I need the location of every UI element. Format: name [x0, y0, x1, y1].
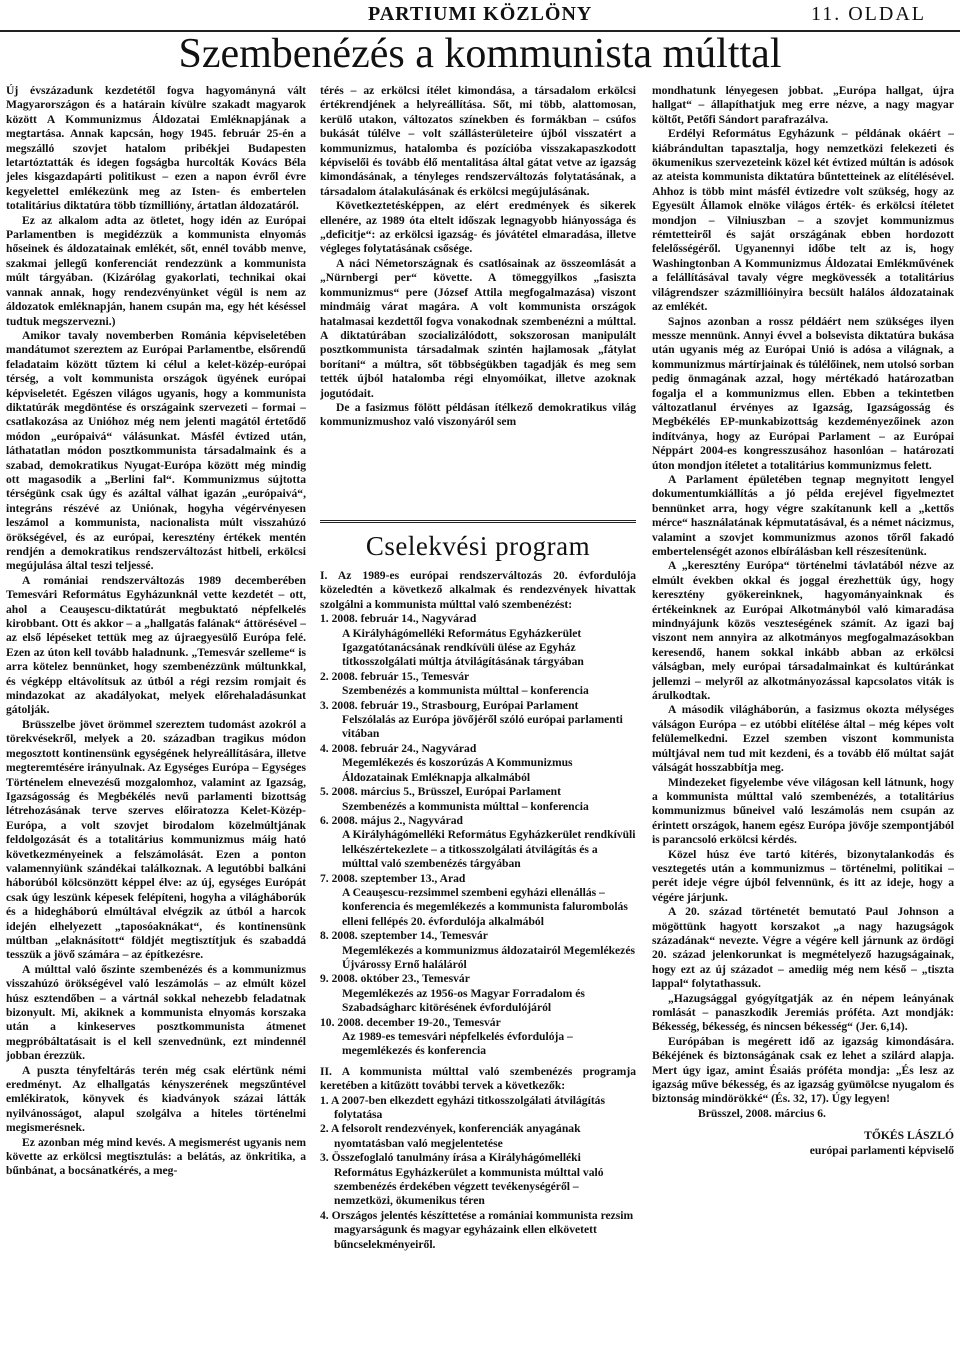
item-head: 7. 2008. szeptember 13., Arad — [320, 871, 466, 885]
item-head: 5. 2008. március 5., Brüsszel, Európai Parlament — [320, 785, 561, 799]
list-item — [320, 699, 636, 742]
paragraph: Európában is megérett idő az igazság kimondására. Békéjének és biztonságának csak ez lehet a szilárd alapja. Mert úgy igaz, amint Ésaiás próféta mondja: „És lesz az igazság műve békesség, és az igazság gyümölcse nyugalom és biztonság mindörökké“ (És. 32, 17). Úgy legyen! — [652, 1034, 954, 1106]
signature-title: európai parlamenti képviselő — [809, 1143, 954, 1157]
list-item: 4. Országos jelentés készíttetése a romániai kommunista rezsim magyarságunk és magyar egyházaink ellen elkövetett bűncselekményeiről. — [320, 1208, 634, 1251]
list-item: 2. A felsorolt rendezvények, konferenciák anyagának nyomtatásban való megjelentetése — [320, 1122, 581, 1150]
item-head: 1. 2008. február 14., Nagyvárad — [320, 612, 477, 626]
list-item — [320, 785, 636, 814]
list-item — [320, 1016, 636, 1059]
paragraph: Erdélyi Református Egyházunk – példának okáért – kiábrándultan tapasztalja, hogy nemzetközi felekezeti és ökumenikus szervezeteink közel két évtized múltán is adósok az ateista kommunista diktatúra bűntetteinek az elítélésével. Ahhoz is több mint másfél évtizedre volt szükség, hogy az Egyesült Államok elnöke világos érték- és erkölcsi ítéletet mondjon – Vilniuszban – a szovjet kommunizmus rémtetteiről és saját országának ebben hordozott felelősségéről. Ugyanennyi időbe telt az is, hogy Washingtonban A Kommunizmus Áldozatai Emlékművének a felállításával tavaly végre megkövessék a totalitárius világrendszer százmillióinyira becsült halálos áldozatainak az emlékét. — [652, 127, 954, 314]
paragraph: A múlttal való őszinte szembenézés és a kommunizmus visszahúzó örökségével való leszámolás – az elmúlt közel húsz esztendőben – a vártnál sokkal nehezebb feladatnak bizonyult. Mi, akiknek a kommunista elnyomás korszaka után a kinkeserves posztkommunista átmenet megpróbáltatásait is el kell szenvednünk, ezt mindennél jobban érezzük. — [6, 962, 306, 1063]
item-desc: Megemlékezés a kommunizmus áldozatairól Megemlékezés Újvárossy Ernő haláláról — [342, 943, 635, 971]
list-item — [320, 742, 636, 785]
item-desc: Szembenézés a kommunista múlttal – konferencia — [342, 799, 589, 813]
item-head: 2. 2008. február 15., Temesvár — [320, 669, 470, 683]
paragraph: De a fasizmus fölött példásan ítélkező demokratikus világ kommunizmushoz való viszonyáról sem — [320, 400, 636, 429]
paragraph: Ez azonban még mind kevés. A megismerést ugyanis nem követte az erkölcsi megtisztulás: a belátás, az önkritika, a bűnbánat, a bocsánatkérés, a meg- — [6, 1135, 306, 1178]
item-desc: Felszólalás az Európa jövőjéről szóló európai parlamenti vitában — [342, 713, 623, 741]
paragraph: Új évszázadunk kezdetétől fogva hagyományná vált Magyarországon és a határain kívülre szakadt magyarok között A Kommunizmus Áldozatai Emléknapjának a megtartása. Annak kapcsán, hogy 1945. február 25-én a megszálló szovjet hatalom pribékjei Budapesten letartóztatták és idegen fogságba hurcolták Kovács Béla jeles kisgazdapárti politikust – ezen a napon évről évre kegyelettel emlékezünk meg az Isten- és embertelen totalitárius diktatúra több tízmillióny, ártatlan áldozatáról. — [6, 84, 306, 213]
item-head: 3. 2008. február 19., Strasbourg, Európai Parlament — [320, 698, 579, 712]
item-desc: Megemlékezés és koszorúzás A Kommunizmus Áldozatainak Emléknapja alkalmából — [342, 756, 573, 784]
signature-name: TŐKÉS LÁSZLÓ — [864, 1129, 954, 1143]
item-desc: A Ceauşescu-rezsimmel szembeni egyházi ellenállás – konferencia és megemlékezés a kommunista falurombolás elleni fellépés 20. évfordulója alkalmából — [342, 885, 628, 928]
paragraph: A Parlament épületében tegnap megnyitott lengyel dokumentumkiállítás a jó példa erejével figyelmeztet bennünket arra, hogy végre szakítanunk kell a „kettős mérce“ használatának képmutatásával, és a német nácizmus, valamint a szovjet kommunizmus azonos tőről fakadó embertelenségét azonos elbírálásban kell részesítenünk. — [652, 472, 954, 558]
paragraph: Következtetésképpen, az elért eredmények és sikerek ellenére, az 1989 óta eltelt időszak legnagyobb hiányossága és „deficitje“: az erkölcsi igazság- és jóvátétel elmaradása, illetve végleges folytatásának csősége. — [320, 199, 636, 256]
publication-name: PARTIUMI KÖZLÖNY — [368, 3, 593, 25]
paragraph: Sajnos azonban a rossz példáért nem szükséges ilyen messze mennünk. Annyi évvel a bolsevista diktatúra bukása után ugyanis még az Európai Unió is adósa a világnak, a kommunizmus mártírjainak és túlélőinek, nem utolsó sorban pedig önmagának azzal, hogy mértékadó határozatban fogalja el a kommunizmus ellen. Ebben a tekintetben változatlanul érvényes az Igazság, Igazságosság és Megbékélés EP-munkabizottság kezdeményezőinek azon indítványa, hogy az Európai Parlament – az Európai Néppárt 2004-es kongresszusához hasonlóan – határozati úton mondjon ítéletet a totalitárius kommunizmus felett. — [652, 314, 954, 472]
item-desc: Szembenézés a kommunista múlttal – konferencia — [342, 684, 589, 698]
paragraph: Közel húsz éve tartó kitérés, bizonytalankodás és vesztegetés után a kommunizmus – történelmi, politikai – perét ideje végre újból felvennünk, és itt az ideje, hogy a végére járjunk. — [652, 847, 954, 904]
article-title: Szembenézés a kommunista múlttal — [178, 31, 782, 77]
page-number: 11. OLDAL — [810, 3, 926, 25]
item-desc: A Királyhágómelléki Református Egyházkerület rendkívüli lelkészértekezlete – a titkosszolgálati átvilágítás és a múlttal való szembenézés tárgyában — [342, 828, 636, 871]
list-item: 3. Összefoglaló tanulmány írása a Királyhágómelléki Református Egyházkerület a kommunista múlttal való szembenézés érdekében végzett tevékenységéről – nemzetközi, ökumenikus téren — [320, 1151, 604, 1208]
item-head: 9. 2008. október 23., Temesvár — [320, 972, 470, 986]
list-item — [320, 929, 636, 972]
program-plans-list — [320, 1094, 636, 1252]
item-desc: Megemlékezés az 1956-os Magyar Forradalom és Szabadságharc kitörésének évfordulójáról — [342, 986, 585, 1015]
paragraph: Amikor tavaly novemberben Románia képviseletében mandátumot szereztem az Európai Parlamentbe, elsőrendű feladataim között tűztem ki célul a kelet-közép-európai térség, a volt kommunista országok ügyének európai képviseletét. Egészen világos ugyanis, hogy a kommunista diktatúrák megdöntése és országaink szervezeti – formai – csatlakozása az Unióhoz még nem jelenti magától értetődő módon „európaivá“ válásunkat. Másfél évtized után, láthatatlan módon posztkommunista társadalmaink és a szabad, demokratikus Nyugat-Európa között még mindig ott magasodik a „Berlini fal“. Kommunizmus sújtotta térségünk csak úgy és azáltal válhat igazán „európaivá“, integráns részévé az Uniónak, hogyha végérvényesen leszámol a kommunista, nacionalista múlt visszahúzó örökségével, és az európai, keresztény értékek mentén rendjén a demokratikus rendszerváltozást hitbeli, erkölcsi megújulása által teszi teljessé. — [6, 328, 306, 573]
article-column-2 — [320, 84, 636, 1346]
paragraph: „Hazugsággal gyógyítgatják az én népem leányának romlását – panaszkodik Jeremiás próféta. Azt mondják: Békesség, békesség, és nincsen békesség“ (Jer. 6,14). — [652, 991, 954, 1034]
list-item — [320, 872, 636, 930]
list-item — [320, 972, 636, 1015]
action-program-box — [320, 520, 636, 1252]
list-item — [320, 670, 636, 699]
paragraph: Ez az alkalom adta az ötletet, hogy idén az Európai Parlamentben is megidézzük a kommunista elnyomás hőseinek és áldozatainak emlékét, sőt, ennél tovább menve, szakmai jellegű konferenciát rendezzünk a kommunista múlt tárgyában. (Kizárólag gyakorlati, technikai okai vannak annak, hogy rendezvényünket végül is nem az áldozatok emléknapján, hanem csupán ma, egy hét késéssel tudtuk megszervezni.) — [6, 213, 306, 328]
article-date: Brüsszel, 2008. március 6. — [698, 1106, 826, 1120]
program-intro: I. Az 1989-es európai rendszerváltozás 20. évfordulója közeledtén a következő alkalmak és rendezvények hivattak szolgálni a kommunista múlttal való szembenézést: — [320, 569, 636, 611]
paragraph: A „keresztény Európa“ történelmi távlatából nézve az elmúlt években okkal és joggal érezhettük úgy, hogy keresztény gyökereinknek, hagyományainknak és értékeinknek az Európai Alkotmányból való kimaradása mindnyájunk közös veszteségének számít. Az igazi baj viszont nem annyira az alkotmányos megfogalmazásokban keresendő, hanem sokkal inkább abban az erkölcsi válságban, mely európai társadalmainkat és kultúránkat jellemzi – melyről az alkotmányozással kapcsolatos viták is árulkodtak. — [652, 559, 954, 703]
paragraph: térés – az erkölcsi ítélet kimondása, a társadalom erkölcsi értékrendjének a helyreállítása. Sőt, mi több, alattomosan, kerülő utakon, változatos színekben és formákban – csúfos bukását túlélve – volt szállásterületeire újból visszatért a kommunizmus, hatalomba és pozícióba visszakapaszkodott képviselői és tovább élő mentalitása által gátat vetve az igazság kimondásának, a tényleges rendszerváltozás folytatásának, a társadalom átalakulásának és erkölcsi megújulásának. — [320, 84, 636, 198]
item-head: 6. 2008. május 2., Nagyvárad — [320, 813, 463, 827]
list-item — [320, 814, 636, 872]
article-column-1 — [6, 84, 306, 1346]
item-head: 4. 2008. február 24., Nagyvárad — [320, 741, 477, 755]
article-column-3 — [652, 84, 954, 1346]
column-2-text — [320, 84, 636, 500]
item-head: 8. 2008. szeptember 14., Temesvár — [320, 929, 488, 943]
item-head: 10. 2008. december 19-20., Temesvár — [320, 1015, 501, 1029]
program-intro-2: II. A kommunista múlttal való szembenézés programja keretében a kitűzött további tervek a következők: — [320, 1064, 636, 1093]
signature — [652, 1129, 954, 1158]
paragraph: A 20. század történetét bemutató Paul Johnson a mögöttünk hagyott korszakot „a nagy hazugságok századának“ nevezte. Végre a végére kell járnunk az ördögi 20. század jelenkorunkat is megmételyező hazugságainak, hogy ezt az új századot – amediig még nem késő – „tiszta lappal“ folytathassuk. — [652, 905, 954, 991]
list-item — [320, 612, 636, 670]
paragraph: mondhatunk lényegesen jobbat. „Európa hallgat, újra hallgat“ – állapíthatjuk meg erre nézve, a nagy magyar költőt, Petőfi Sándort parafrazálva. — [652, 84, 954, 126]
paragraph: A náci Németországnak és csatlósainak az összeomlását a „Nürnbergi per“ követte. A tömeggyilkos „fasiszta kommunizmus“ pere (József Attila megfogalmazása) viszont mindmáig várat magára. A volt kommunista országok hatalmasai kezdettől fogva vonakodnak szembenézni a múlttal. A diktatúrában szocializálódott, sokszorosan manipulált posztkommunista társadalmak szintén hajlamosak „fátylat borítani“ a múltra, sőt többségükben tagadják és meg sem tették újból hatalomba régi elnyomóikat, illetve azoknak jogutódait. — [320, 256, 636, 400]
paragraph: A romániai rendszerváltozás 1989 decemberében Temesvári Református Egyházunknál vette kezdetét – ott, ahol a Ceauşescu-diktatúrát megbuktató népfelkelés kirobbant. Ott és akkor – a „hallgatás falának“ áttörésével – az első lépéseket tettük meg az újraegyesülő Európa felé. Ezen az úton kell tovább haladnunk. „Temesvár szelleme“ is arra kötelez bennünket, hogy szembenézzünk múltunkkal, és végképp eltávolítsuk az útból a régi rezsim romjait és mindazokat az akadályokat, melyek előrehaladásunkat gátolják. — [6, 573, 306, 717]
paragraph: Mindezeket figyelembe véve világosan kell látnunk, hogy a kommunista múlttal való szembenézés, a totalitárius kommunizmus bűneivel való leszámolás nem csupán az érintett országok, hanem egész Európa jövője szempontjából is parancsoló erkölcsi kérdés. — [652, 775, 954, 847]
item-desc: Az 1989-es temesvári népfelkelés évfordulója – megemlékezés és konferencia — [342, 1030, 573, 1058]
paragraph: A puszta tényfeltárás terén még csak elértünk némi eredményt. Az elhallgatás kényszerének megszűntével emlékiratok, könyvek és kiadványok százai látták nyilvánosságot, alapul szolgálva a hiteles történelmi megismerésnek. — [6, 1063, 306, 1135]
paragraph: A második világháborún, a fasizmus okozta mélységes válságon Európa – ez utóbbi elítélése által – még képes volt felülemelkedni. Ezzel szemben viszont kommunista múltjával nem tud mit kezdeni, és a tovább élő múltat saját válságát hosszabbítja meg. — [652, 703, 954, 775]
paragraph: Brüsszelbe jövet örömmel szereztem tudomást azokról a törekvésekről, melyek a 20. században tragikus módon megosztott kontinensünk egységének helyreállítására, illetve megteremtésére irányulnak. Az Egységes Európa – Egységes Történelem elnevezésű mozgalomhoz, valamint az Igazság, Igazságosság és Megbékélés nevű parlamenti bizottság létrehozásának terve szerves előiratozza Kelet-Közép-Európa, a volt szovjet birodalom közelmúltjának feldolgozását és a totalitárius kommunizmus máig ható következményeinek a felszámolását. Ezen a ponton valamennyiünk szándékai találkoznak. A legutóbbi balkáni háborúból kölcsönzött képpel élve: az új, egységes Európát csak úgy leszünk képesek felépíteni, hogyha a világháborúk és a hidegháború elmúltával elvégzik az útból a harcok idején elhelyezett „taposóaknákat“, és kontinensünk múltban „elaknásított“ földjét megtisztítjuk és szabaddá tesszük a jövő számára – az építkezésre. — [6, 717, 306, 962]
program-list — [320, 612, 636, 1059]
item-desc: A Királyhágómelléki Református Egyházkerület Igazgatótanácsának rendkívüli ülése az Egyház titkosszolgálati múltja átvilágításának tárgyában — [342, 626, 584, 669]
list-item: 1. A 2007-ben elkezdett egyházi titkosszolgálati átvilágítás folytatása — [320, 1093, 605, 1122]
page-header — [0, 0, 960, 32]
program-title: Cselekvési program — [365, 531, 591, 561]
